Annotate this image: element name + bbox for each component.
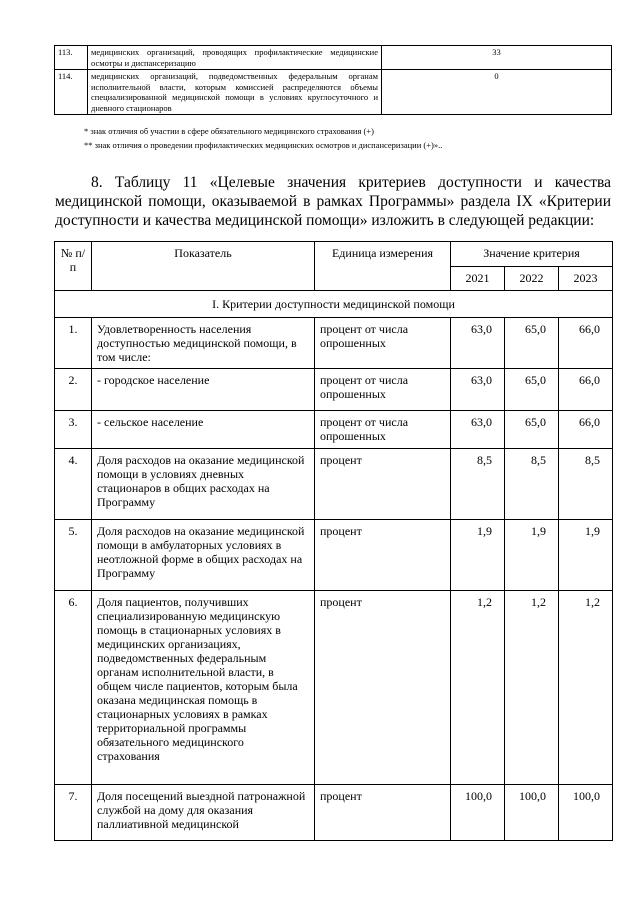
table-row xyxy=(55,369,613,411)
row-indicator: - сельское население xyxy=(92,411,315,449)
row-indicator: Доля пациентов, получивших специализированную медицинскую помощь в стационарных условиях в медицинских организациях, подведомственных федеральным органам исполнительной власти, в общем числе пациентов, которым была оказана медицинская помощь в стационарных условиях в рамках территориальной программы обязательного медицинского страхования xyxy=(92,591,315,785)
row-value: 0 xyxy=(382,70,612,115)
table-row xyxy=(55,449,613,520)
row-value-2023: 1,9 xyxy=(559,520,613,591)
header-year-2022: 2022 xyxy=(505,266,559,291)
section-row xyxy=(55,291,613,318)
table-row xyxy=(55,318,613,369)
row-value-2021: 1,9 xyxy=(451,520,505,591)
section-title: I. Критерии доступности медицинской помощи xyxy=(55,291,613,318)
row-unit: процент от числа опрошенных xyxy=(315,411,451,449)
body-paragraph: 8. Таблицу 11 «Целевые значения критериев доступности и качества медицинской помощи, оказываемой в рамках Программы» раздела IX «Критерии доступности и качества медицинской помощи» изложить в следующей редакции: xyxy=(55,174,611,229)
row-value-2022: 8,5 xyxy=(505,449,559,520)
row-value-2023: 8,5 xyxy=(559,449,613,520)
row-number: 4. xyxy=(55,449,92,520)
row-indicator: Доля расходов на оказание медицинской помощи в условиях дневных стационаров в общих расходах на Программу xyxy=(92,449,315,520)
row-value-2023: 66,0 xyxy=(559,318,613,369)
row-value-2022: 65,0 xyxy=(505,318,559,369)
header-indicator: Показатель xyxy=(92,242,315,291)
table-row xyxy=(55,411,613,449)
row-indicator: - городское население xyxy=(92,369,315,411)
row-unit: процент xyxy=(315,520,451,591)
row-text: медицинских организаций, подведомственных федеральным органам исполнительной власти, которым комиссией распределяются объемы специализированной медицинской помощи в условиях круглосуточного и дневного стационаров xyxy=(88,70,382,115)
row-unit: процент xyxy=(315,785,451,841)
row-unit: процент от числа опрошенных xyxy=(315,318,451,369)
row-value-2021: 63,0 xyxy=(451,369,505,411)
row-value-2023: 100,0 xyxy=(559,785,613,841)
row-value-2023: 66,0 xyxy=(559,411,613,449)
row-value-2022: 65,0 xyxy=(505,369,559,411)
row-value-2021: 100,0 xyxy=(451,785,505,841)
table-header-row xyxy=(55,242,613,267)
row-value: 33 xyxy=(382,46,612,70)
header-value: Значение критерия xyxy=(451,242,613,267)
row-value-2023: 1,2 xyxy=(559,591,613,785)
row-indicator: Доля посещений выездной патронажной службой на дому для оказания паллиативной медицинской xyxy=(92,785,315,841)
row-value-2021: 63,0 xyxy=(451,411,505,449)
row-number: 1. xyxy=(55,318,92,369)
row-value-2021: 63,0 xyxy=(451,318,505,369)
row-unit: процент от числа опрошенных xyxy=(315,369,451,411)
row-value-2022: 1,2 xyxy=(505,591,559,785)
header-num: № п/п xyxy=(55,242,92,291)
row-value-2022: 65,0 xyxy=(505,411,559,449)
row-value-2022: 1,9 xyxy=(505,520,559,591)
table-row xyxy=(55,520,613,591)
header-unit: Единица измерения xyxy=(315,242,451,291)
row-number: 5. xyxy=(55,520,92,591)
row-value-2021: 8,5 xyxy=(451,449,505,520)
row-value-2022: 100,0 xyxy=(505,785,559,841)
row-unit: процент xyxy=(315,449,451,520)
row-value-2023: 66,0 xyxy=(559,369,613,411)
row-value-2021: 1,2 xyxy=(451,591,505,785)
footnote-2: ** знак отличия о проведении профилактических медицинских осмотров и диспансеризации (+)».. xyxy=(84,140,443,150)
table-row xyxy=(55,70,612,115)
header-year-2021: 2021 xyxy=(451,266,505,291)
table-row xyxy=(55,785,613,841)
row-text: медицинских организаций, проводящих профилактические медицинские осмотры и диспансеризацию xyxy=(88,46,382,70)
row-number: 3. xyxy=(55,411,92,449)
criteria-table xyxy=(54,241,613,841)
table-row xyxy=(55,591,613,785)
row-number: 6. xyxy=(55,591,92,785)
top-table xyxy=(54,45,612,115)
row-indicator: Удовлетворенность населения доступностью медицинской помощи, в том числе: xyxy=(92,318,315,369)
row-number: 114. xyxy=(55,70,88,115)
row-number: 2. xyxy=(55,369,92,411)
row-indicator: Доля расходов на оказание медицинской помощи в амбулаторных условиях в неотложной форме в общих расходах на Программу xyxy=(92,520,315,591)
row-number: 113. xyxy=(55,46,88,70)
header-year-2023: 2023 xyxy=(559,266,613,291)
row-unit: процент xyxy=(315,591,451,785)
row-number: 7. xyxy=(55,785,92,841)
table-row xyxy=(55,46,612,70)
footnote-1: * знак отличия об участии в сфере обязательного медицинского страхования (+) xyxy=(84,126,374,136)
